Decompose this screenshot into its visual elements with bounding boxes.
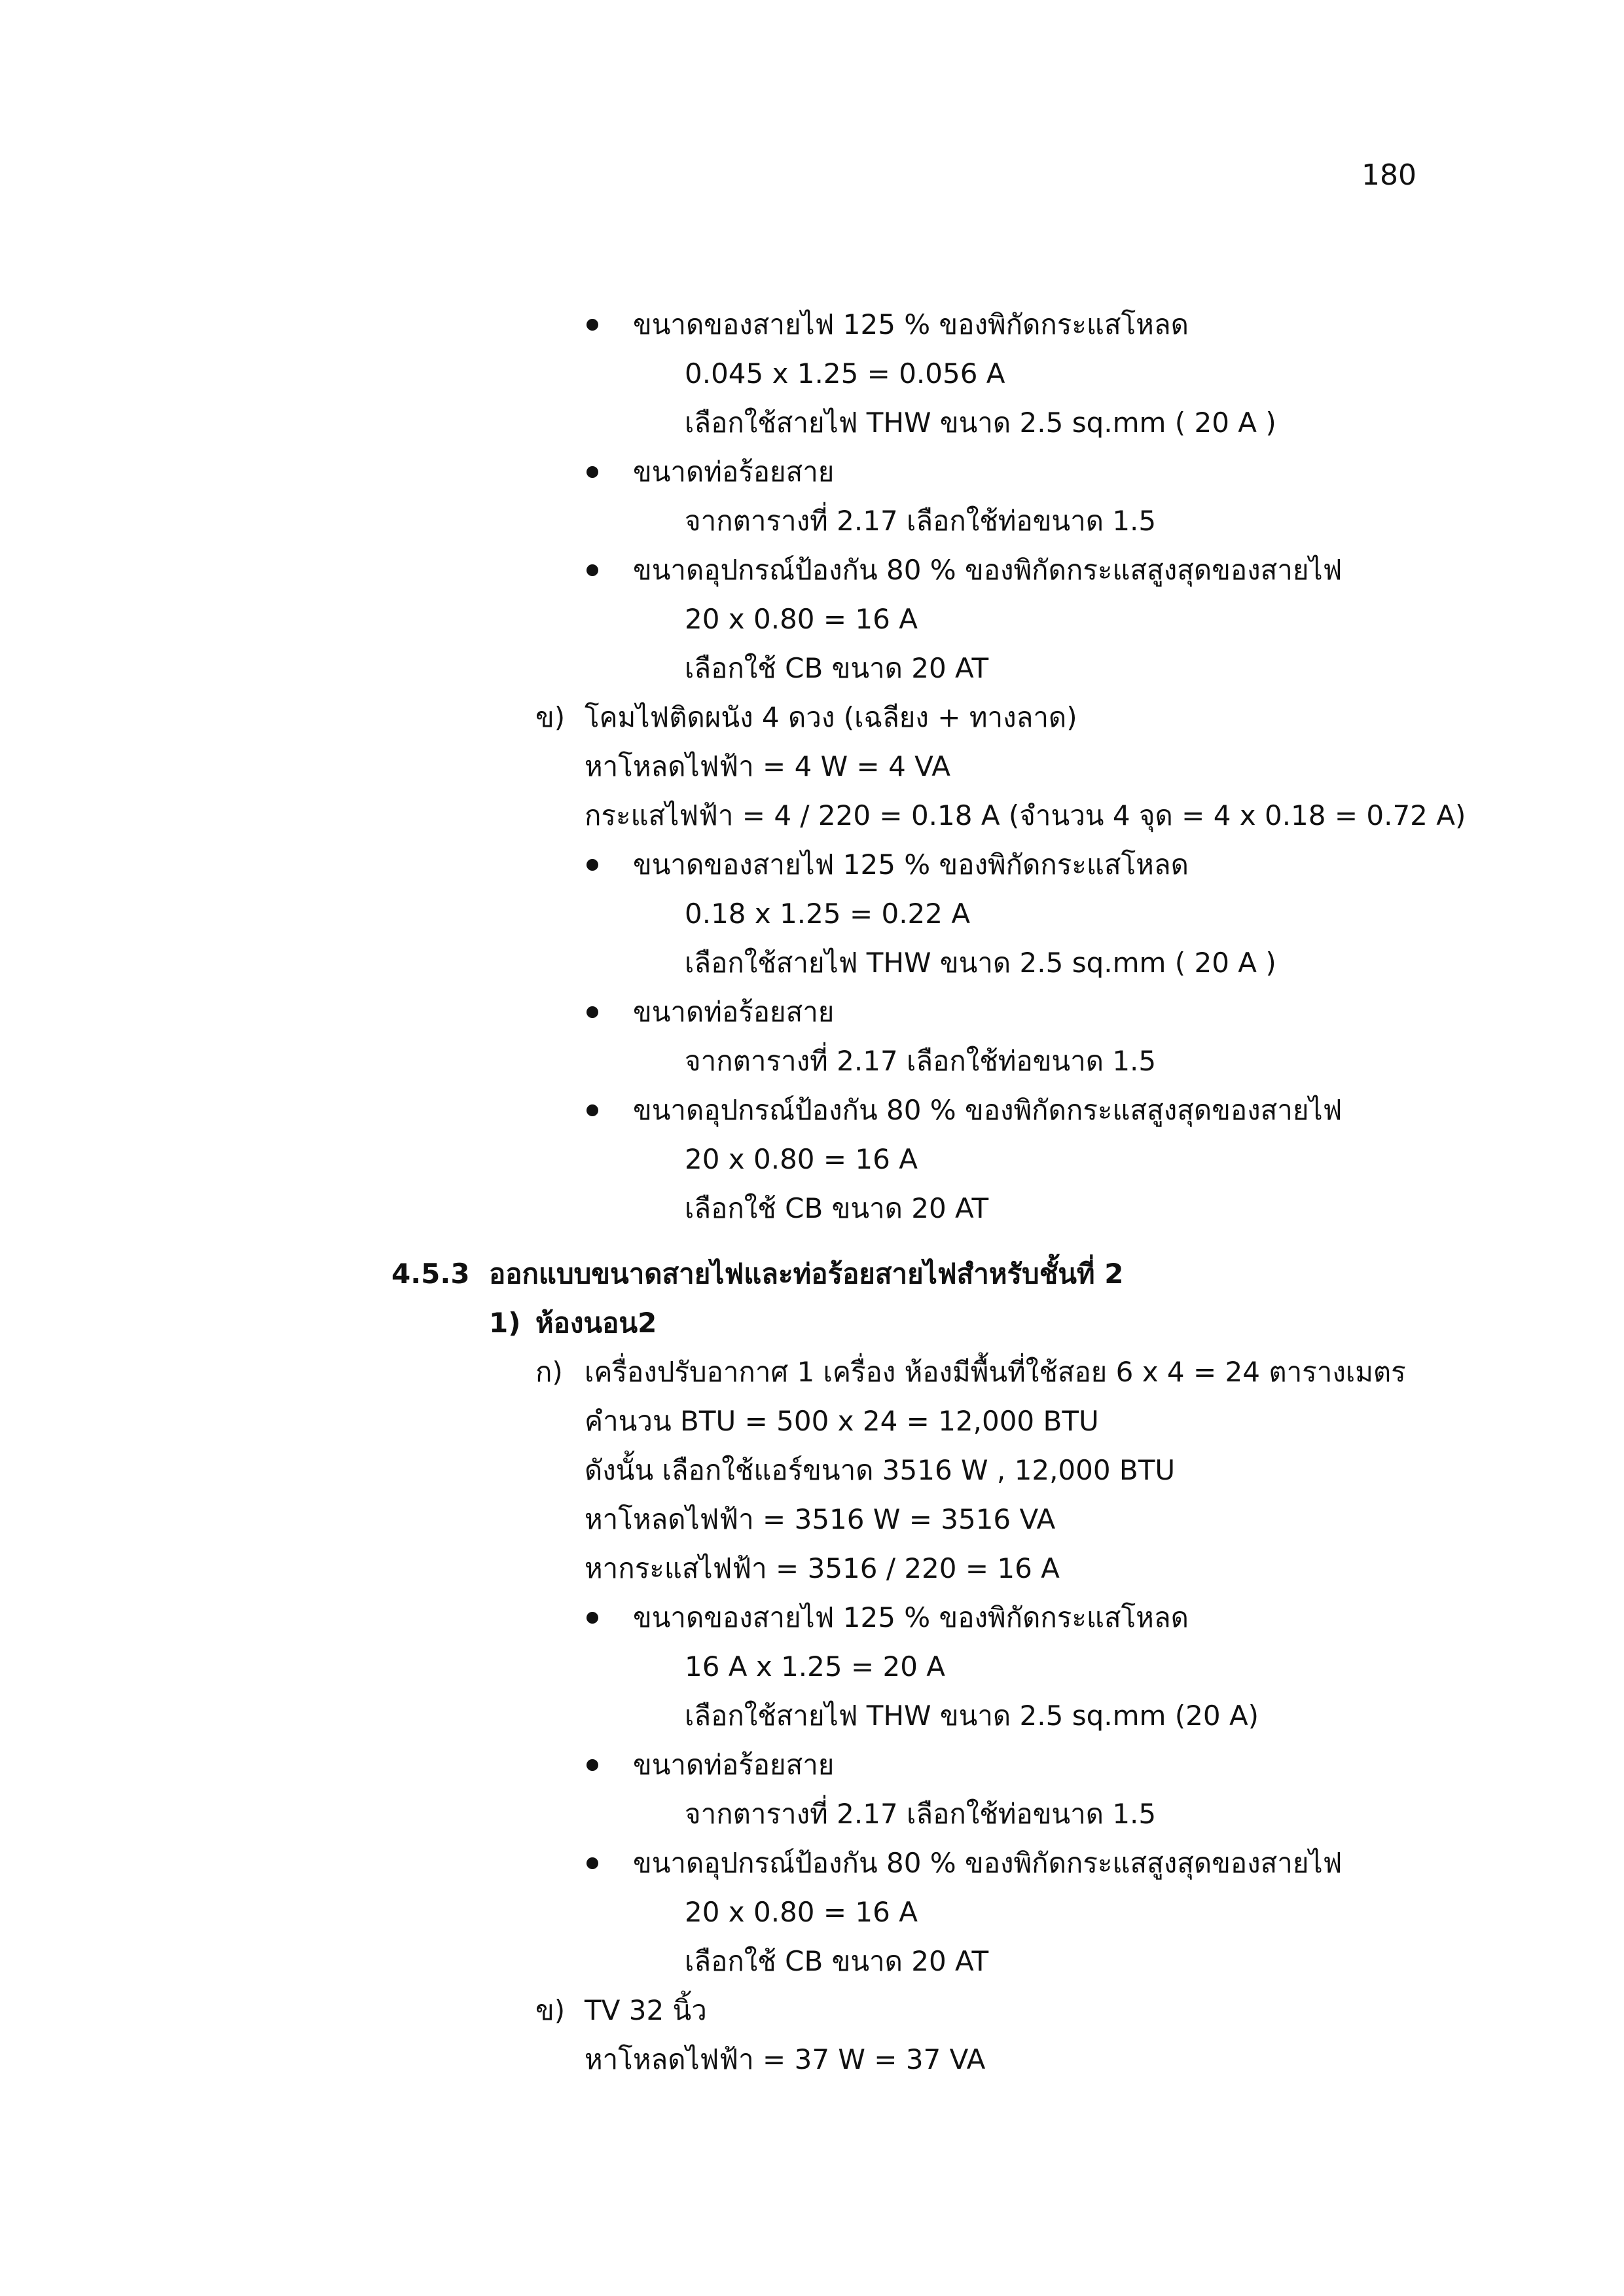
text-line: เลือกใช้สายไฟ THW ขนาด 2.5 sq.mm ( 20 A ) <box>685 947 1276 979</box>
text-line: ขนาดของสายไฟ 125 % ของพิกัดกระแสโหลด <box>633 848 1189 881</box>
page-number: 180 <box>1362 158 1416 192</box>
text-line: เลือกใช้สายไฟ THW ขนาด 2.5 sq.mm (20 A) <box>685 1700 1259 1732</box>
text-line: เลือกใช้ CB ขนาด 20 AT <box>685 1192 989 1224</box>
text-line: 20 x 0.80 = 16 A <box>685 603 918 635</box>
bullet-icon <box>586 1759 598 1771</box>
text-line: ขนาดอุปกรณ์ป้องกัน 80 % ของพิกัดกระแสสูงสุดของสายไฟ <box>633 1847 1343 1879</box>
item-marker: ก) <box>535 1356 563 1388</box>
text-line: ขนาดของสายไฟ 125 % ของพิกัดกระแสโหลด <box>633 308 1189 340</box>
item-marker: ข) <box>535 1994 566 2026</box>
text-line: ขนาดอุปกรณ์ป้องกัน 80 % ของพิกัดกระแสสูงสุดของสายไฟ <box>633 554 1343 586</box>
text-line: จากตารางที่ 2.17 เลือกใช้ท่อขนาด 1.5 <box>685 1798 1157 1830</box>
bullet-icon <box>586 319 598 331</box>
text-line: หากระแสไฟฟ้า = 3516 / 220 = 16 A <box>585 1552 1060 1584</box>
section-heading: ออกแบบขนาดสายไฟและท่อร้อยสายไฟสำหรับชั้นที่ 2 <box>489 1258 1124 1290</box>
text-line: ดังนั้น เลือกใช้แอร์ขนาด 3516 W , 12,000 BTU <box>585 1454 1176 1486</box>
text-line: จากตารางที่ 2.17 เลือกใช้ท่อขนาด 1.5 <box>685 1045 1157 1077</box>
text-line: TV 32 นิ้ว <box>585 1994 707 2026</box>
section-number: 4.5.3 <box>391 1258 470 1290</box>
bullet-icon <box>586 1104 598 1116</box>
subsection-heading: ห้องนอน2 <box>535 1307 657 1339</box>
text-line: ขนาดอุปกรณ์ป้องกัน 80 % ของพิกัดกระแสสูงสุดของสายไฟ <box>633 1094 1343 1126</box>
text-line: เลือกใช้สายไฟ THW ขนาด 2.5 sq.mm ( 20 A ) <box>685 407 1276 439</box>
bullet-icon <box>586 466 598 478</box>
bullet-icon <box>586 1857 598 1869</box>
text-line: หาโหลดไฟฟ้า = 4 W = 4 VA <box>585 750 950 782</box>
item-marker: ข) <box>535 701 566 733</box>
text-line: หาโหลดไฟฟ้า = 37 W = 37 VA <box>585 2043 986 2075</box>
text-line: โคมไฟติดผนัง 4 ดวง (เฉลียง + ทางลาด) <box>585 701 1077 733</box>
bullet-icon <box>586 1612 598 1624</box>
text-line: 0.045 x 1.25 = 0.056 A <box>685 357 1005 390</box>
text-line: 20 x 0.80 = 16 A <box>685 1896 918 1928</box>
text-line: เลือกใช้ CB ขนาด 20 AT <box>685 1945 989 1977</box>
bullet-icon <box>586 859 598 871</box>
text-line: 16 A x 1.25 = 20 A <box>685 1650 946 1683</box>
text-line: คำนวน BTU = 500 x 24 = 12,000 BTU <box>585 1405 1099 1437</box>
subsection-number: 1) <box>489 1307 521 1339</box>
text-line: เลือกใช้ CB ขนาด 20 AT <box>685 652 989 684</box>
text-line: 0.18 x 1.25 = 0.22 A <box>685 898 971 930</box>
text-line: ขนาดท่อร้อยสาย <box>633 996 835 1028</box>
bullet-icon <box>586 564 598 576</box>
text-line: กระแสไฟฟ้า = 4 / 220 = 0.18 A (จำนวน 4 จุด = 4 x 0.18 = 0.72 A) <box>585 799 1466 831</box>
bullet-icon <box>586 1006 598 1018</box>
text-line: ขนาดท่อร้อยสาย <box>633 456 835 488</box>
text-line: ขนาดของสายไฟ 125 % ของพิกัดกระแสโหลด <box>633 1601 1189 1633</box>
text-line: ขนาดท่อร้อยสาย <box>633 1749 835 1781</box>
text-line: หาโหลดไฟฟ้า = 3516 W = 3516 VA <box>585 1503 1056 1535</box>
text-line: เครื่องปรับอากาศ 1 เครื่อง ห้องมีพื้นที่ใช้สอย 6 x 4 = 24 ตารางเมตร <box>585 1356 1406 1388</box>
text-line: จากตารางที่ 2.17 เลือกใช้ท่อขนาด 1.5 <box>685 505 1157 537</box>
text-line: 20 x 0.80 = 16 A <box>685 1143 918 1175</box>
